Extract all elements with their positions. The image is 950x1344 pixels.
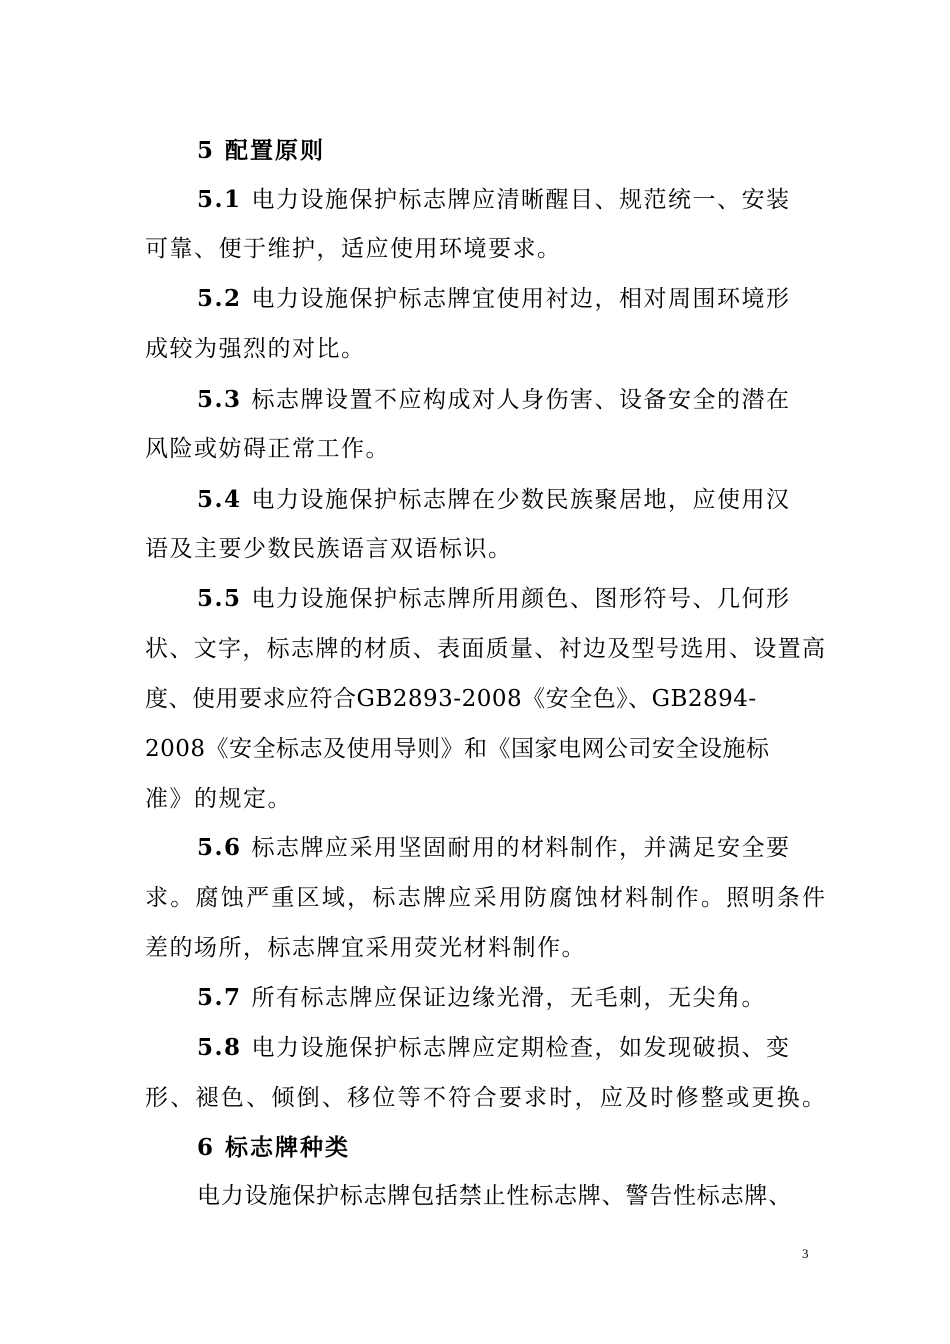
- clause-number: 5.7: [197, 984, 242, 1011]
- clause-text: 所有标志牌应保证边缘光滑，无毛刺，无尖角。: [251, 985, 767, 1011]
- clause-number: 5.3: [197, 386, 242, 413]
- clause-text: 电力设施保护标志牌所用颜色、图形符号、几何形: [251, 586, 791, 612]
- clause-number: 5.6: [197, 834, 242, 861]
- clause-5-4-cont: 语及主要少数民族语言双语标识。: [145, 536, 513, 562]
- clause-5-5-cont: 2008《安全标志及使用导则》和《国家电网公司安全设施标: [145, 736, 770, 762]
- clause-5-5: [197, 584, 877, 614]
- section-6-heading: 6 标志牌种类: [197, 1134, 351, 1161]
- clause-5-3-cont: 风险或妨碍正常工作。: [145, 436, 390, 462]
- clause-5-6-cont: 求。腐蚀严重区域，标志牌应采用防腐蚀材料制作。照明条件: [145, 885, 825, 911]
- clause-number: 5.5: [197, 585, 242, 612]
- clause-text: 电力设施保护标志牌宜使用衬边，相对周围环境形: [251, 286, 791, 312]
- clause-5-2: [197, 284, 877, 314]
- clause-text: 标志牌设置不应构成对人身伤害、设备安全的潜在: [251, 387, 791, 413]
- clause-5-2-cont: 成较为强烈的对比。: [145, 336, 366, 362]
- clause-5-5-cont: 度、使用要求应符合GB2893-2008《安全色》、GB2894-: [145, 686, 757, 712]
- clause-5-7: [197, 983, 877, 1013]
- clause-number: 5.2: [197, 285, 242, 312]
- clause-5-5-cont: 准》的规定。: [145, 786, 292, 812]
- clause-5-8-cont: 形、褪色、倾倒、移位等不符合要求时，应及时修整或更换。: [145, 1085, 825, 1111]
- clause-5-6: [197, 833, 877, 863]
- clause-text: 电力设施保护标志牌在少数民族聚居地，应使用汉: [251, 487, 791, 513]
- clause-number: 5.4: [197, 486, 242, 513]
- section-5-heading: 5 配置原则: [197, 137, 326, 164]
- clause-5-6-cont: 差的场所，标志牌宜采用荧光材料制作。: [145, 935, 586, 961]
- clause-text: 标志牌应采用坚固耐用的材料制作，并满足安全要: [251, 835, 791, 861]
- clause-5-1-cont: 可靠、便于维护，适应使用环境要求。: [145, 236, 562, 262]
- clause-5-4: [197, 485, 877, 515]
- clause-number: 5.1: [197, 186, 242, 213]
- clause-text: 电力设施保护标志牌应定期检查，如发现破损、变: [251, 1035, 791, 1061]
- page-number: 3: [802, 1246, 809, 1261]
- clause-5-5-cont: 状、文字，标志牌的材质、表面质量、衬边及型号选用、设置高: [145, 636, 825, 662]
- clause-5-1: [197, 185, 877, 215]
- clause-number: 5.8: [197, 1034, 242, 1061]
- clause-text: 电力设施保护标志牌应清晰醒目、规范统一、安装: [251, 187, 791, 213]
- section-6-text: 电力设施保护标志牌包括禁止性标志牌、警告性标志牌、: [197, 1183, 792, 1209]
- clause-5-3: [197, 385, 877, 415]
- clause-5-8: [197, 1033, 877, 1063]
